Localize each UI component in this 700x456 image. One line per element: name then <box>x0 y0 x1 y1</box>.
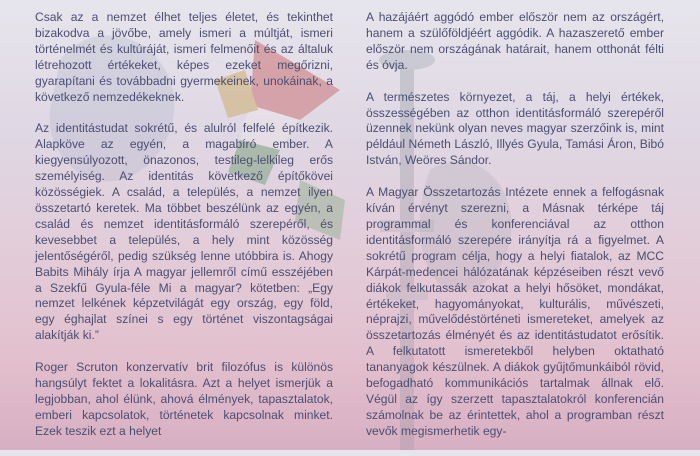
paragraph: Az identitástudat sokrétű, és alulról felfelé építkezik. Alapköve az egyén, a magabíró ember. A kiegyensúlyozott, önazonos, testileg-lelkileg erős személyiség. Az identitás következő építőkövei közösségiek. A család, a település, a nemzet ilyen összetartó keretek. Ma többet beszélünk az egyén, a család és nemzet identitásformáló szerepéről, és kevesebbet a település, a hely mint közösség jelentőségéről, pedig szükség lenne utóbbira is. Ahogy Babits Mihály írja A magyar jellemről című esszéjében a Szekfű Gyula-féle Mi a magyar? kötetben: „Egy nemzet lelkének képzetvilágát egy ország, egy föld, egy éghajlat színei s egy történet viszontagságai alakítják ki.” <box>35 121 333 343</box>
paragraph: Csak az a nemzet élhet teljes életet, és tekinthet bizakodva a jövőbe, amely ismeri a múltját, ismeri történelmét és kultúráját, ismeri felmenőit és az általuk létrehozott értékeket, képes ezeket megőrizni, gyarapítani és továbbadni gyermekeinek, unokáinak, a következő nemzedékeknek. <box>35 10 333 104</box>
paragraph: A Magyar Összetartozás Intézete ennek a felfogásnak kíván érvényt szerezni, a Másnak térképe táj programmal és konferenciával az otthon identitásformáló szerepére irányítja rá a figyelmet. A sokrétű program célja, hogy a helyi fiatalok, az MCC Kárpát-medencei hálózatának képzéseiben részt vevő diákok felkutassák azokat a helyi hősöket, mondákat, értékeket, hagyományokat, kulturális, művészeti, néprajzi, művelődéstörténeti ismereteket, amelyek az összetartozás élményét és az identitástudatot erősítik. A felkutatott ismeretekből helyben oktatható tananyagok készülnek. A diákok gyűjtőmunkáiból rövid, befogadható kommunikációs tartalmak állnak elő. Végül az így szerzett tapasztalatokról konferencián számolnak be az érintettek, ahol a programban részt vevők megismerhetik egy- <box>366 185 664 438</box>
paragraph: A természetes környezet, a táj, a helyi értékek, összességében az otthon identitásformáló szerepéről üzennek nekünk olyan neves magyar szerzőink is, mint például Németh László, Illyés Gyula, Tamási Áron, Bibó István, Weöres Sándor. <box>366 89 664 168</box>
left-column <box>35 10 333 456</box>
right-column <box>366 10 664 456</box>
paragraph: A hazájáért aggódó ember először nem az országért, hanem a szülőföldjéért aggódik. A hazaszerető ember először nem országának határait, hanem otthonát félti és óvja. <box>366 10 664 72</box>
paragraph: Roger Scruton konzervatív brit filozófus is különös hangsúlyt fektet a lokalitásra. Azt a helyet ismerjük a legjobban, ahol élünk, ahová élmények, tapasztalatok, emberi kapcsolatok, történetek kapcsolnak minket. Ezek teszik ezt a helyet <box>35 360 333 438</box>
